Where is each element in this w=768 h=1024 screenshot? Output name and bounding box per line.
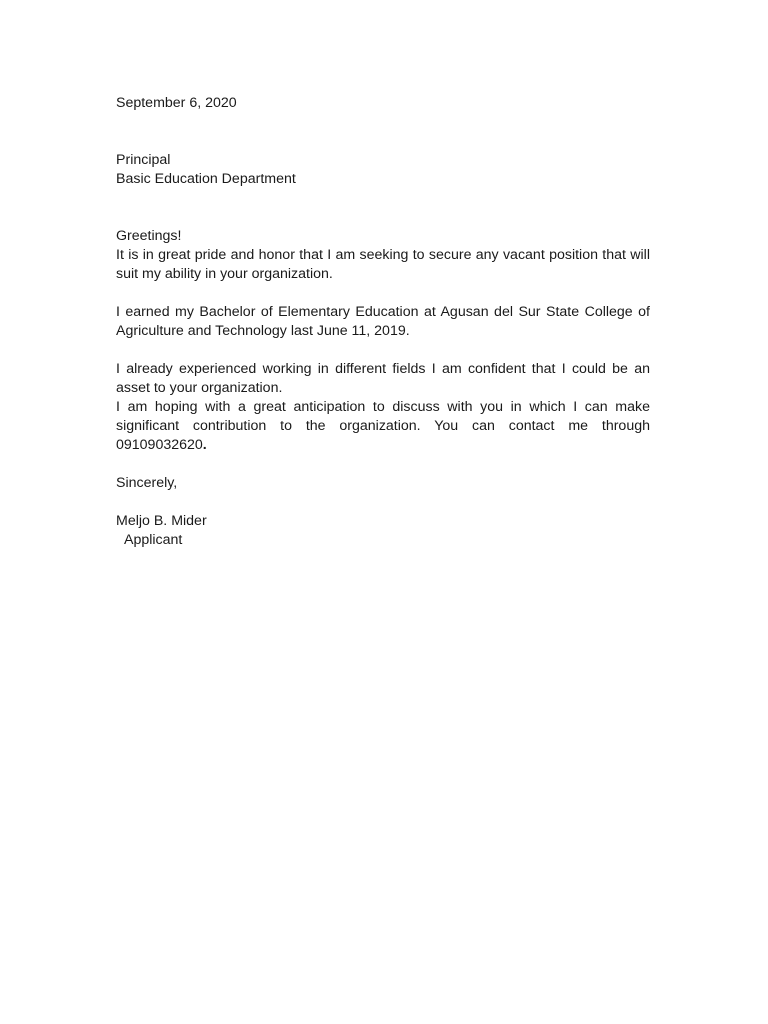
paragraph-contact — [116, 398, 650, 455]
letter-date: September 6, 2020 — [116, 95, 237, 111]
paragraph-contact-text: I am hoping with a great anticipation to discuss with you in which I can make significant contribution to the organization. You can contact me through 09109032620 — [116, 399, 650, 453]
paragraph-education: I earned my Bachelor of Elementary Education at Agusan del Sur State College of Agriculture and Technology last June 11, 2019. — [116, 304, 650, 339]
paragraph-experience: I already experienced working in different fields I am confident that I could be an asset to your organization. — [116, 361, 650, 396]
signer-role: Applicant — [124, 532, 183, 548]
paragraph-contact-period: . — [202, 437, 207, 453]
recipient-title: Principal — [116, 152, 171, 168]
greeting: Greetings! — [116, 228, 182, 244]
paragraph-intro: It is in great pride and honor that I am seeking to secure any vacant position that will suit my ability in your organization. — [116, 247, 650, 282]
letter-page — [116, 94, 650, 550]
closing: Sincerely, — [116, 475, 178, 491]
recipient-department: Basic Education Department — [116, 171, 296, 187]
signer-name: Meljo B. Mider — [116, 513, 207, 529]
